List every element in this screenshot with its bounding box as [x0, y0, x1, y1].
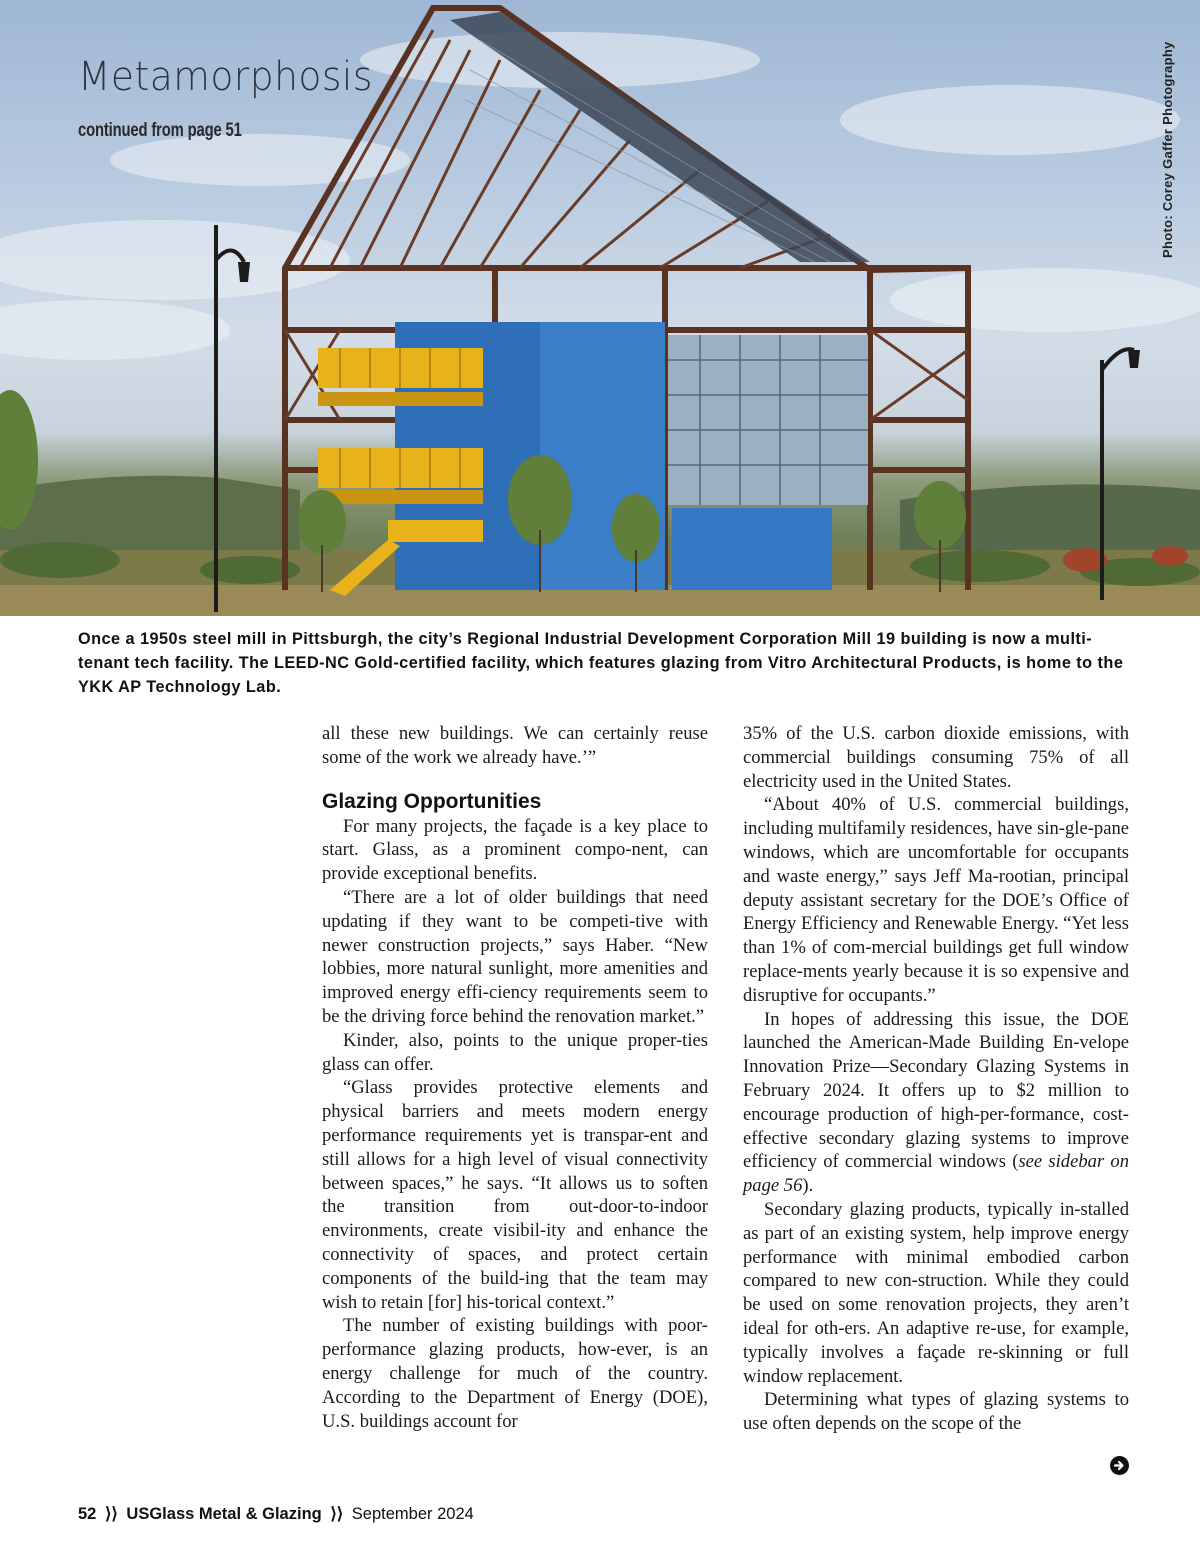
page-footer: [78, 1504, 474, 1524]
paragraph: “There are a lot of older buildings that need updating if they want to be competi-tive with newer construction projects,” says Haber. “New lobbies, more natural sunlight, more amenities and improved energy effi-ciency requirements seem to be the driving force behind the renovation market.”: [322, 886, 708, 1027]
paragraph-text: ).: [802, 1175, 814, 1197]
paragraph: “Glass provides protective elements and physical barriers and meets modern energy performance requirements yet is transpar-ent and still allows for a high level of visual connectivity between spaces,” he says. “It allows us to soften the transition from out-door-to-indoor environments, create visibil-ity and enhance the connectivity of spaces, and protect certain components of the build-ing that the team may wish to retain [for] his-torical context.”: [322, 1077, 708, 1313]
section-title: Metamorphosis: [78, 54, 373, 100]
photo-caption: Once a 1950s steel mill in Pittsburgh, the city’s Regional Industrial Development Corporation Mill 19 building is now a multi-tenant tech facility. The LEED-NC Gold-certified facility, which features glazing from Vitro Architectural Products, is home to the YKK AP Technology Lab.: [78, 630, 1124, 696]
article-column-left: [322, 722, 708, 1433]
paragraph: Determining what types of glazing systems to use often depends on the scope of the: [743, 1389, 1129, 1435]
paragraph: 35% of the U.S. carbon dioxide emissions, with commercial buildings consuming 75% of all electricity used in the United States.: [743, 723, 1129, 792]
footer-separator: ⟩⟩: [330, 1505, 344, 1523]
arrow-right-circle-icon[interactable]: [1110, 1456, 1129, 1475]
subheading: Glazing Opportunities: [322, 789, 542, 813]
paragraph: Secondary glazing products, typically in-stalled as part of an existing system, help improve energy performance with minimal embodied carbon compared to new con-struction. While they could be used on some renovation projects, they aren’t ideal for oth-ers. An adaptive re-use, for example, typically involves a façade re-skinning or full window replacement.: [743, 1198, 1129, 1387]
paragraph: For many projects, the façade is a key place to start. Glass, as a prominent compo-nent, can provide exceptional benefits.: [322, 815, 708, 885]
sidebar-reference: see sidebar on page 56: [743, 1151, 1129, 1197]
article-column-right: [743, 722, 1129, 1436]
paragraph: all these new buildings. We can certainly reuse some of the work we already have.’”: [322, 723, 708, 768]
hero-photo: [0, 0, 1200, 616]
continued-from-link[interactable]: continued from page 51: [78, 120, 242, 141]
footer-separator: ⟩⟩: [104, 1505, 118, 1523]
magazine-name: USGlass Metal & Glazing: [126, 1505, 322, 1523]
paragraph: The number of existing buildings with poor-performance glazing products, how-ever, is an energy challenge for much of the country. According to the Department of Energy (DOE), U.S. buildings account for: [322, 1315, 708, 1432]
paragraph: Kinder, also, points to the unique proper-ties glass can offer.: [322, 1029, 708, 1075]
photo-credit: Photo: Corey Gaffer Photography: [1160, 41, 1175, 258]
paragraph: “About 40% of U.S. commercial buildings, including multifamily residences, have sin-gle-pane windows, which are uncomfortable for occupants and waste energy,” says Jeff Ma-rootian, principal deputy assistant secretary for the DOE’s Office of Energy Efficiency and Renewable Energy. “Yet less than 1% of com-mercial buildings get full window replace-ments yearly because it is so expensive and disruptive for occupants.”: [743, 794, 1129, 1006]
page-number: 52: [78, 1505, 97, 1523]
paragraph-text: In hopes of addressing this issue, the DOE launched the American-Made Building En-velope Innovation Prize—Secondary Glazing Systems in February 2024. It offers up to $2 million to encourage production of high-per-formance, cost-effective secondary glazing systems to improve efficiency of commercial windows (: [743, 1008, 1129, 1173]
issue-date: September 2024: [351, 1505, 474, 1523]
paragraph: [743, 1008, 1129, 1198]
